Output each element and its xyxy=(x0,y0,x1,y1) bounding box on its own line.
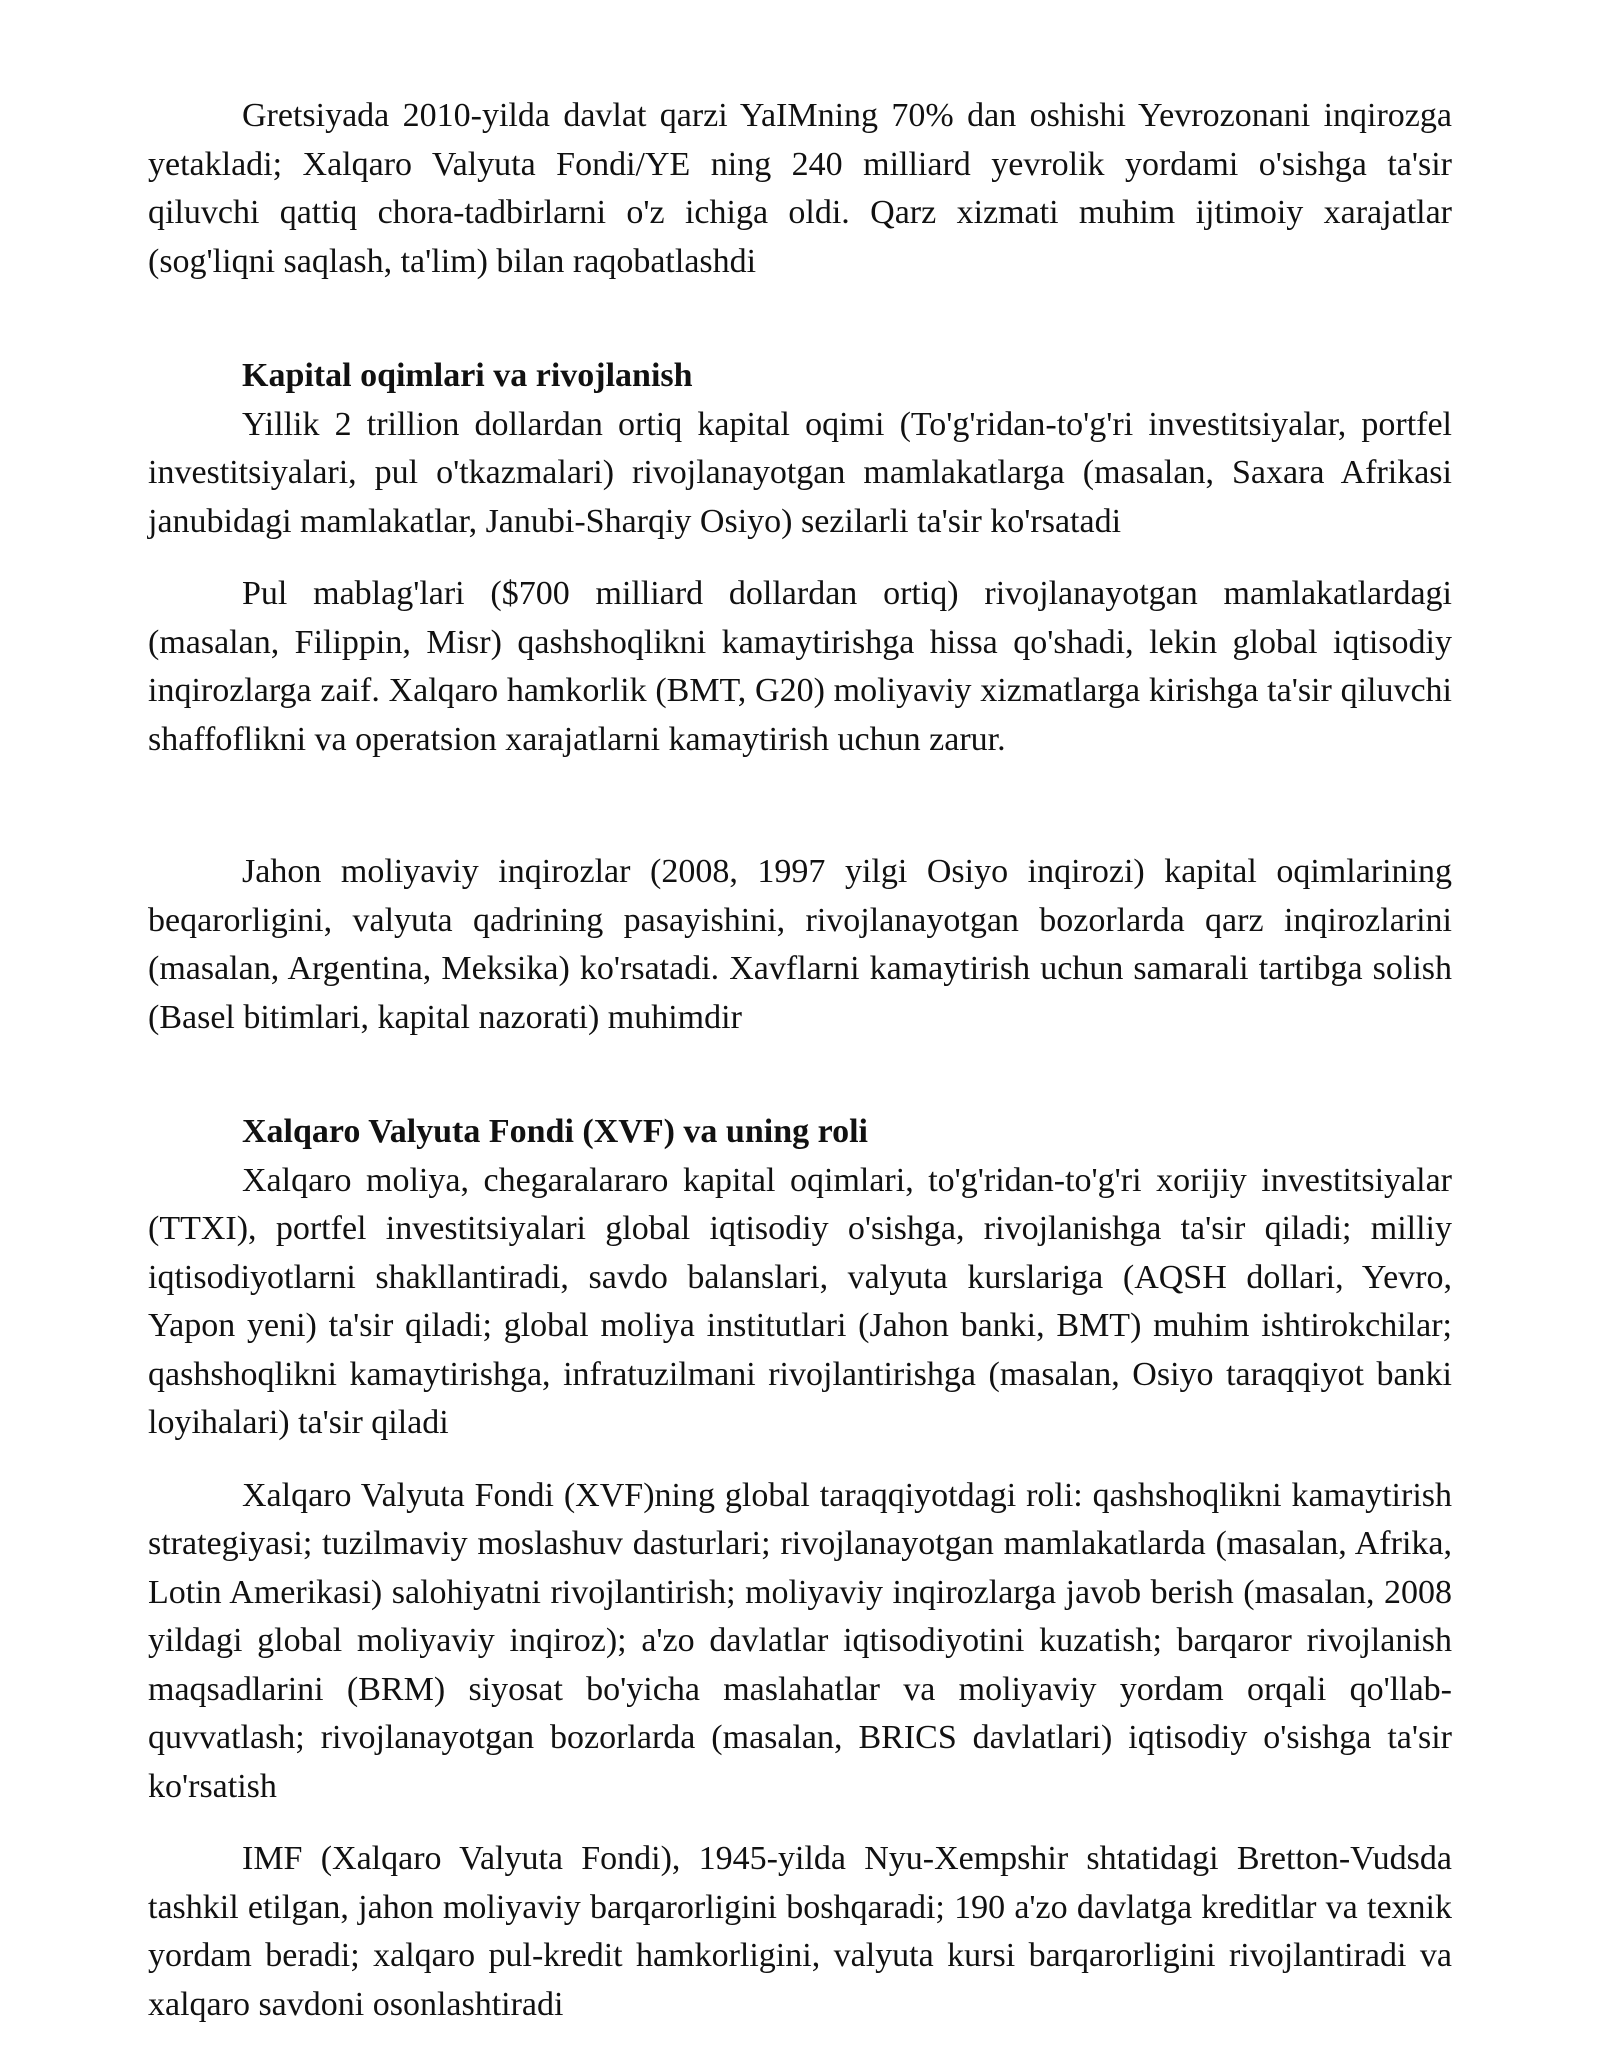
heading-capital-flows: Kapital oqimlari va rivojlanish xyxy=(242,357,693,394)
paragraph-imf-history: IMF (Xalqaro Valyuta Fondi), 1945-yilda Nyu-Xempshir shtatidagi Bretton-Vudsda tashkil etilgan, jahon moliyaviy barqarorligini boshqaradi; 190 a'zo davlatga kreditlar va texnik yordam beradi; xalqaro pul-kredit hamkorligini, valyuta kursi barqarorligini rivojlantiradi va xalqaro savdoni osonlashtiradi xyxy=(148,1840,1452,2023)
paragraph-imf-global-role: Xalqaro Valyuta Fondi (XVF)ning global taraqqiyotdagi roli: qashshoqlikni kamaytirish strategiyasi; tuzilmaviy moslashuv dasturlari; rivojlanayotgan mamlakatlarda (masalan, Afrika, Lotin Amerikasi) salohiyatni rivojlantirish; moliyaviy inqirozlarga javob berish (masalan, 2008 yildagi global moliyaviy inqiroz); a'zo davlatlar iqtisodiyotini kuzatish; barqaror rivojlanish maqsadlarini (BRM) siyosat bo'yicha maslahatlar va moliyaviy yordam orqali qo'llab-quvvatlash; rivojlanayotgan bozorlarda (masalan, BRICS davlatlari) iqtisodiy o'sishga ta'sir ko'rsatish xyxy=(148,1476,1452,1805)
paragraph-financial-crises: Jahon moliyaviy inqirozlar (2008, 1997 yilgi Osiyo inqirozi) kapital oqimlarining beqarorligini, valyuta qadrining pasayishini, rivojlanayotgan bozorlarda qarz inqirozlarini (masalan, Argentina, Meksika) ko'rsatadi. Xavflarni kamaytirish uchun samarali tartibga solish (Basel bitimlari, kapital nazorati) muhimdir xyxy=(148,853,1452,1036)
paragraph-remittances: Pul mablag'lari ($700 milliard dollardan ortiq) rivojlanayotgan mamlakatlardagi (masalan, Filippin, Misr) qashshoqlikni kamaytirishga hissa qo'shadi, lekin global iqtisodiy inqirozlarga zaif. Xalqaro hamkorlik (BMT, G20) moliyaviy xizmatlarga kirishga ta'sir qiluvchi shaffoflikni va operatsion xarajatlarni kamaytirish uchun zarur. xyxy=(148,575,1452,758)
paragraph-greece-debt: Gretsiyada 2010-yilda davlat qarzi YaIMning 70% dan oshishi Yevrozonani inqirozga yetakladi; Xalqaro Valyuta Fondi/YE ning 240 milliard yevrolik yordami o'sishga ta'sir qiluvchi qattiq chora-tadbirlarni o'z ichiga oldi. Qarz xizmati muhim ijtimoiy xarajatlar (sog'liqni saqlash, ta'lim) bilan raqobatlashdi xyxy=(148,97,1452,280)
paragraph-international-finance: Xalqaro moliya, chegaralararo kapital oqimlari, to'g'ridan-to'g'ri xorijiy investitsiyalar (TTXI), portfel investitsiyalari global iqtisodiy o'sishga, rivojlanishga ta'sir qiladi; milliy iqtisodiyotlarni shakllantiradi, savdo balanslari, valyuta kurslariga (AQSH dollari, Yevro, Yapon yeni) ta'sir qiladi; global moliya institutlari (Jahon banki, BMT) muhim ishtirokchilar; qashshoqlikni kamaytirishga, infratuzilmani rivojlantirishga (masalan, Osiyo taraqqiyot banki loyihalari) ta'sir qiladi xyxy=(148,1161,1452,1441)
paragraph-capital-flows: Yillik 2 trillion dollardan ortiq kapital oqimi (To'g'ridan-to'g'ri investitsiyalar, portfel investitsiyalari, pul o'tkazmalari) rivojlanayotgan mamlakatlarga (masalan, Saxara Afrikasi janubidagi mamlakatlar, Janubi-Sharqiy Osiyo) sezilarli ta'sir ko'rsatadi xyxy=(148,405,1452,540)
heading-imf-role: Xalqaro Valyuta Fondi (XVF) va uning roli xyxy=(242,1113,868,1150)
document-body xyxy=(148,92,1452,2029)
